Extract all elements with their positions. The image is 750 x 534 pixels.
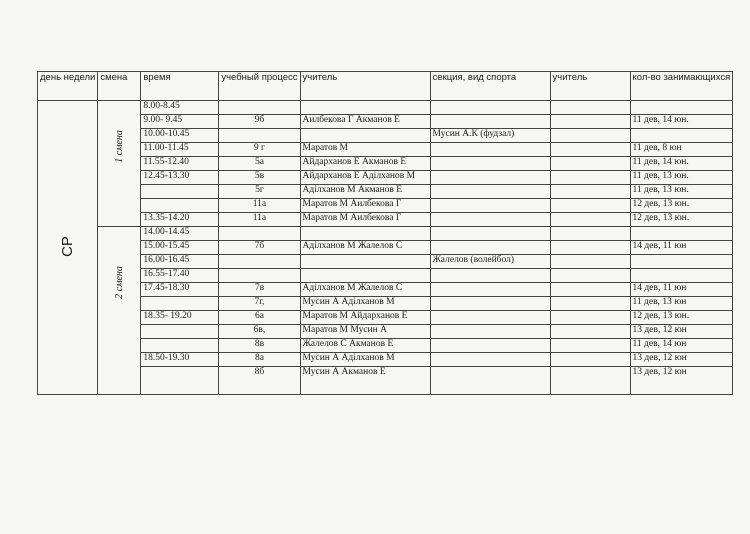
time-cell: 9.00- 9.45 — [141, 115, 219, 129]
header-process: учебный процесс — [219, 72, 300, 101]
section-cell — [430, 157, 550, 171]
teacher-cell: Маратов М Айдарханов Е — [300, 311, 430, 325]
teacher-cell: Мусин А Аділханов М — [300, 297, 430, 311]
header-row — [38, 72, 733, 101]
table-row — [38, 241, 733, 255]
teacher2-cell — [550, 339, 630, 353]
process-cell: 5а — [219, 157, 300, 171]
header-teacher2: учитель — [550, 72, 630, 101]
count-cell — [630, 227, 733, 241]
count-cell — [630, 255, 733, 269]
time-cell — [141, 297, 219, 311]
process-cell: 11а — [219, 199, 300, 213]
table-row — [38, 171, 733, 185]
time-cell: 16.00-16.45 — [141, 255, 219, 269]
header-day: день недели — [38, 72, 98, 101]
count-cell: 12 дев, 13 юн. — [630, 199, 733, 213]
shift-cell — [98, 101, 141, 227]
schedule-table — [37, 71, 733, 395]
time-cell — [141, 367, 219, 395]
count-cell: 13 дев, 12 юн — [630, 325, 733, 339]
teacher2-cell — [550, 157, 630, 171]
count-cell: 11 дев, 13 юн — [630, 297, 733, 311]
header-teacher: учитель — [300, 72, 430, 101]
time-cell: 8.00-8.45 — [141, 101, 219, 115]
table-row — [38, 283, 733, 297]
count-cell: 13 дев, 12 юн — [630, 353, 733, 367]
shift-cell — [98, 227, 141, 395]
header-shift: смена — [98, 72, 141, 101]
section-cell — [430, 283, 550, 297]
section-cell: Мусин А.К (фудзал) — [430, 129, 550, 143]
teacher2-cell — [550, 255, 630, 269]
table-row — [38, 297, 733, 311]
teacher2-cell — [550, 213, 630, 227]
section-cell — [430, 297, 550, 311]
process-cell: 8б — [219, 367, 300, 395]
section-cell — [430, 115, 550, 129]
time-cell: 18.35- 19.20 — [141, 311, 219, 325]
process-cell: 6в, — [219, 325, 300, 339]
section-cell — [430, 269, 550, 283]
time-cell: 12.45-13.30 — [141, 171, 219, 185]
table-row — [38, 129, 733, 143]
teacher2-cell — [550, 199, 630, 213]
teacher2-cell — [550, 325, 630, 339]
time-cell: 11.55-12.40 — [141, 157, 219, 171]
count-cell: 13 дев, 12 юн — [630, 367, 733, 395]
time-cell: 14.00-14.45 — [141, 227, 219, 241]
table-row — [38, 353, 733, 367]
teacher-cell: Жалелов С Акманов Е — [300, 339, 430, 353]
teacher-cell: Маратов М Аилбекова Г — [300, 213, 430, 227]
time-cell — [141, 325, 219, 339]
teacher2-cell — [550, 171, 630, 185]
section-cell — [430, 199, 550, 213]
section-cell — [430, 213, 550, 227]
teacher-cell — [300, 255, 430, 269]
table-row — [38, 311, 733, 325]
count-cell: 14 дев, 11 юн — [630, 241, 733, 255]
day-cell — [38, 101, 98, 395]
teacher-cell: Маратов М Мусин А — [300, 325, 430, 339]
table-row — [38, 227, 733, 241]
process-cell: 7в — [219, 283, 300, 297]
time-cell: 15.00-15.45 — [141, 241, 219, 255]
time-cell: 17.45-18.30 — [141, 283, 219, 297]
teacher-cell: Айдарханов Е Аділханов М — [300, 171, 430, 185]
time-cell: 18.50-19.30 — [141, 353, 219, 367]
teacher2-cell — [550, 283, 630, 297]
table-row — [38, 213, 733, 227]
section-cell — [430, 101, 550, 115]
section-cell — [430, 241, 550, 255]
count-cell — [630, 101, 733, 115]
teacher-cell: Аділханов М Жалелов С — [300, 241, 430, 255]
table-row — [38, 115, 733, 129]
table-row — [38, 157, 733, 171]
teacher-cell — [300, 101, 430, 115]
section-cell — [430, 339, 550, 353]
teacher2-cell — [550, 185, 630, 199]
teacher2-cell — [550, 311, 630, 325]
time-cell — [141, 199, 219, 213]
process-cell — [219, 227, 300, 241]
count-cell — [630, 269, 733, 283]
table-row — [38, 325, 733, 339]
process-cell: 9б — [219, 115, 300, 129]
time-cell — [141, 185, 219, 199]
table-row — [38, 143, 733, 157]
teacher-cell: Маратов М Аилбекова Г — [300, 199, 430, 213]
teacher-cell: Аилбекова Г Акманов Е — [300, 115, 430, 129]
count-cell: 11 дев, 14 юн. — [630, 115, 733, 129]
teacher-cell: Мусин А Аділханов М — [300, 353, 430, 367]
time-cell — [141, 339, 219, 353]
table-row — [38, 185, 733, 199]
process-cell: 7б — [219, 241, 300, 255]
time-cell: 10.00-10.45 — [141, 129, 219, 143]
teacher-cell — [300, 227, 430, 241]
shift-label: 1 смена — [113, 130, 125, 163]
table-row — [38, 101, 733, 115]
header-count: кол-во занимающихся — [630, 72, 733, 101]
teacher-cell — [300, 269, 430, 283]
section-cell — [430, 143, 550, 157]
table-row — [38, 255, 733, 269]
process-cell — [219, 255, 300, 269]
table-row — [38, 199, 733, 213]
process-cell: 9 г — [219, 143, 300, 157]
table-row — [38, 269, 733, 283]
count-cell: 12 дев, 13 юн. — [630, 213, 733, 227]
teacher2-cell — [550, 143, 630, 157]
teacher2-cell — [550, 115, 630, 129]
count-cell: 11 дев, 14 юн — [630, 339, 733, 353]
teacher2-cell — [550, 297, 630, 311]
section-cell — [430, 367, 550, 395]
teacher2-cell — [550, 227, 630, 241]
teacher-cell: Айдарханов Е Акманов Е — [300, 157, 430, 171]
process-cell — [219, 269, 300, 283]
count-cell: 11 дев, 13 юн. — [630, 185, 733, 199]
time-cell: 13.35-14.20 — [141, 213, 219, 227]
section-cell — [430, 325, 550, 339]
teacher2-cell — [550, 353, 630, 367]
count-cell: 14 дев, 11 юн — [630, 283, 733, 297]
count-cell: 11 дев, 13 юн. — [630, 171, 733, 185]
process-cell: 8в — [219, 339, 300, 353]
table-row — [38, 339, 733, 353]
process-cell: 5в — [219, 171, 300, 185]
section-cell — [430, 353, 550, 367]
count-cell: 12 дев, 13 юн. — [630, 311, 733, 325]
count-cell: 11 дев, 14 юн. — [630, 157, 733, 171]
header-section: секция, вид спорта — [430, 72, 550, 101]
count-cell: 11 дев, 8 юн — [630, 143, 733, 157]
section-cell: Жалелов (волейбол) — [430, 255, 550, 269]
header-time: время — [141, 72, 219, 101]
section-cell — [430, 227, 550, 241]
day-label: СР — [59, 235, 77, 257]
teacher2-cell — [550, 367, 630, 395]
teacher-cell: Аділханов М Жалелов С — [300, 283, 430, 297]
teacher-cell: Аділханов М Акманов Е — [300, 185, 430, 199]
teacher-cell — [300, 129, 430, 143]
process-cell: 7г, — [219, 297, 300, 311]
time-cell: 16.55-17.40 — [141, 269, 219, 283]
teacher-cell: Мусин А Акманов Е — [300, 367, 430, 395]
process-cell: 6а — [219, 311, 300, 325]
process-cell: 5г — [219, 185, 300, 199]
teacher-cell: Маратов М — [300, 143, 430, 157]
section-cell — [430, 171, 550, 185]
count-cell — [630, 129, 733, 143]
process-cell: 8а — [219, 353, 300, 367]
process-cell — [219, 129, 300, 143]
teacher2-cell — [550, 101, 630, 115]
time-cell: 11.00-11.45 — [141, 143, 219, 157]
process-cell: 11а — [219, 213, 300, 227]
table-row — [38, 367, 733, 395]
section-cell — [430, 185, 550, 199]
shift-label: 2 смена — [113, 266, 125, 299]
process-cell — [219, 101, 300, 115]
teacher2-cell — [550, 241, 630, 255]
teacher2-cell — [550, 129, 630, 143]
section-cell — [430, 311, 550, 325]
teacher2-cell — [550, 269, 630, 283]
